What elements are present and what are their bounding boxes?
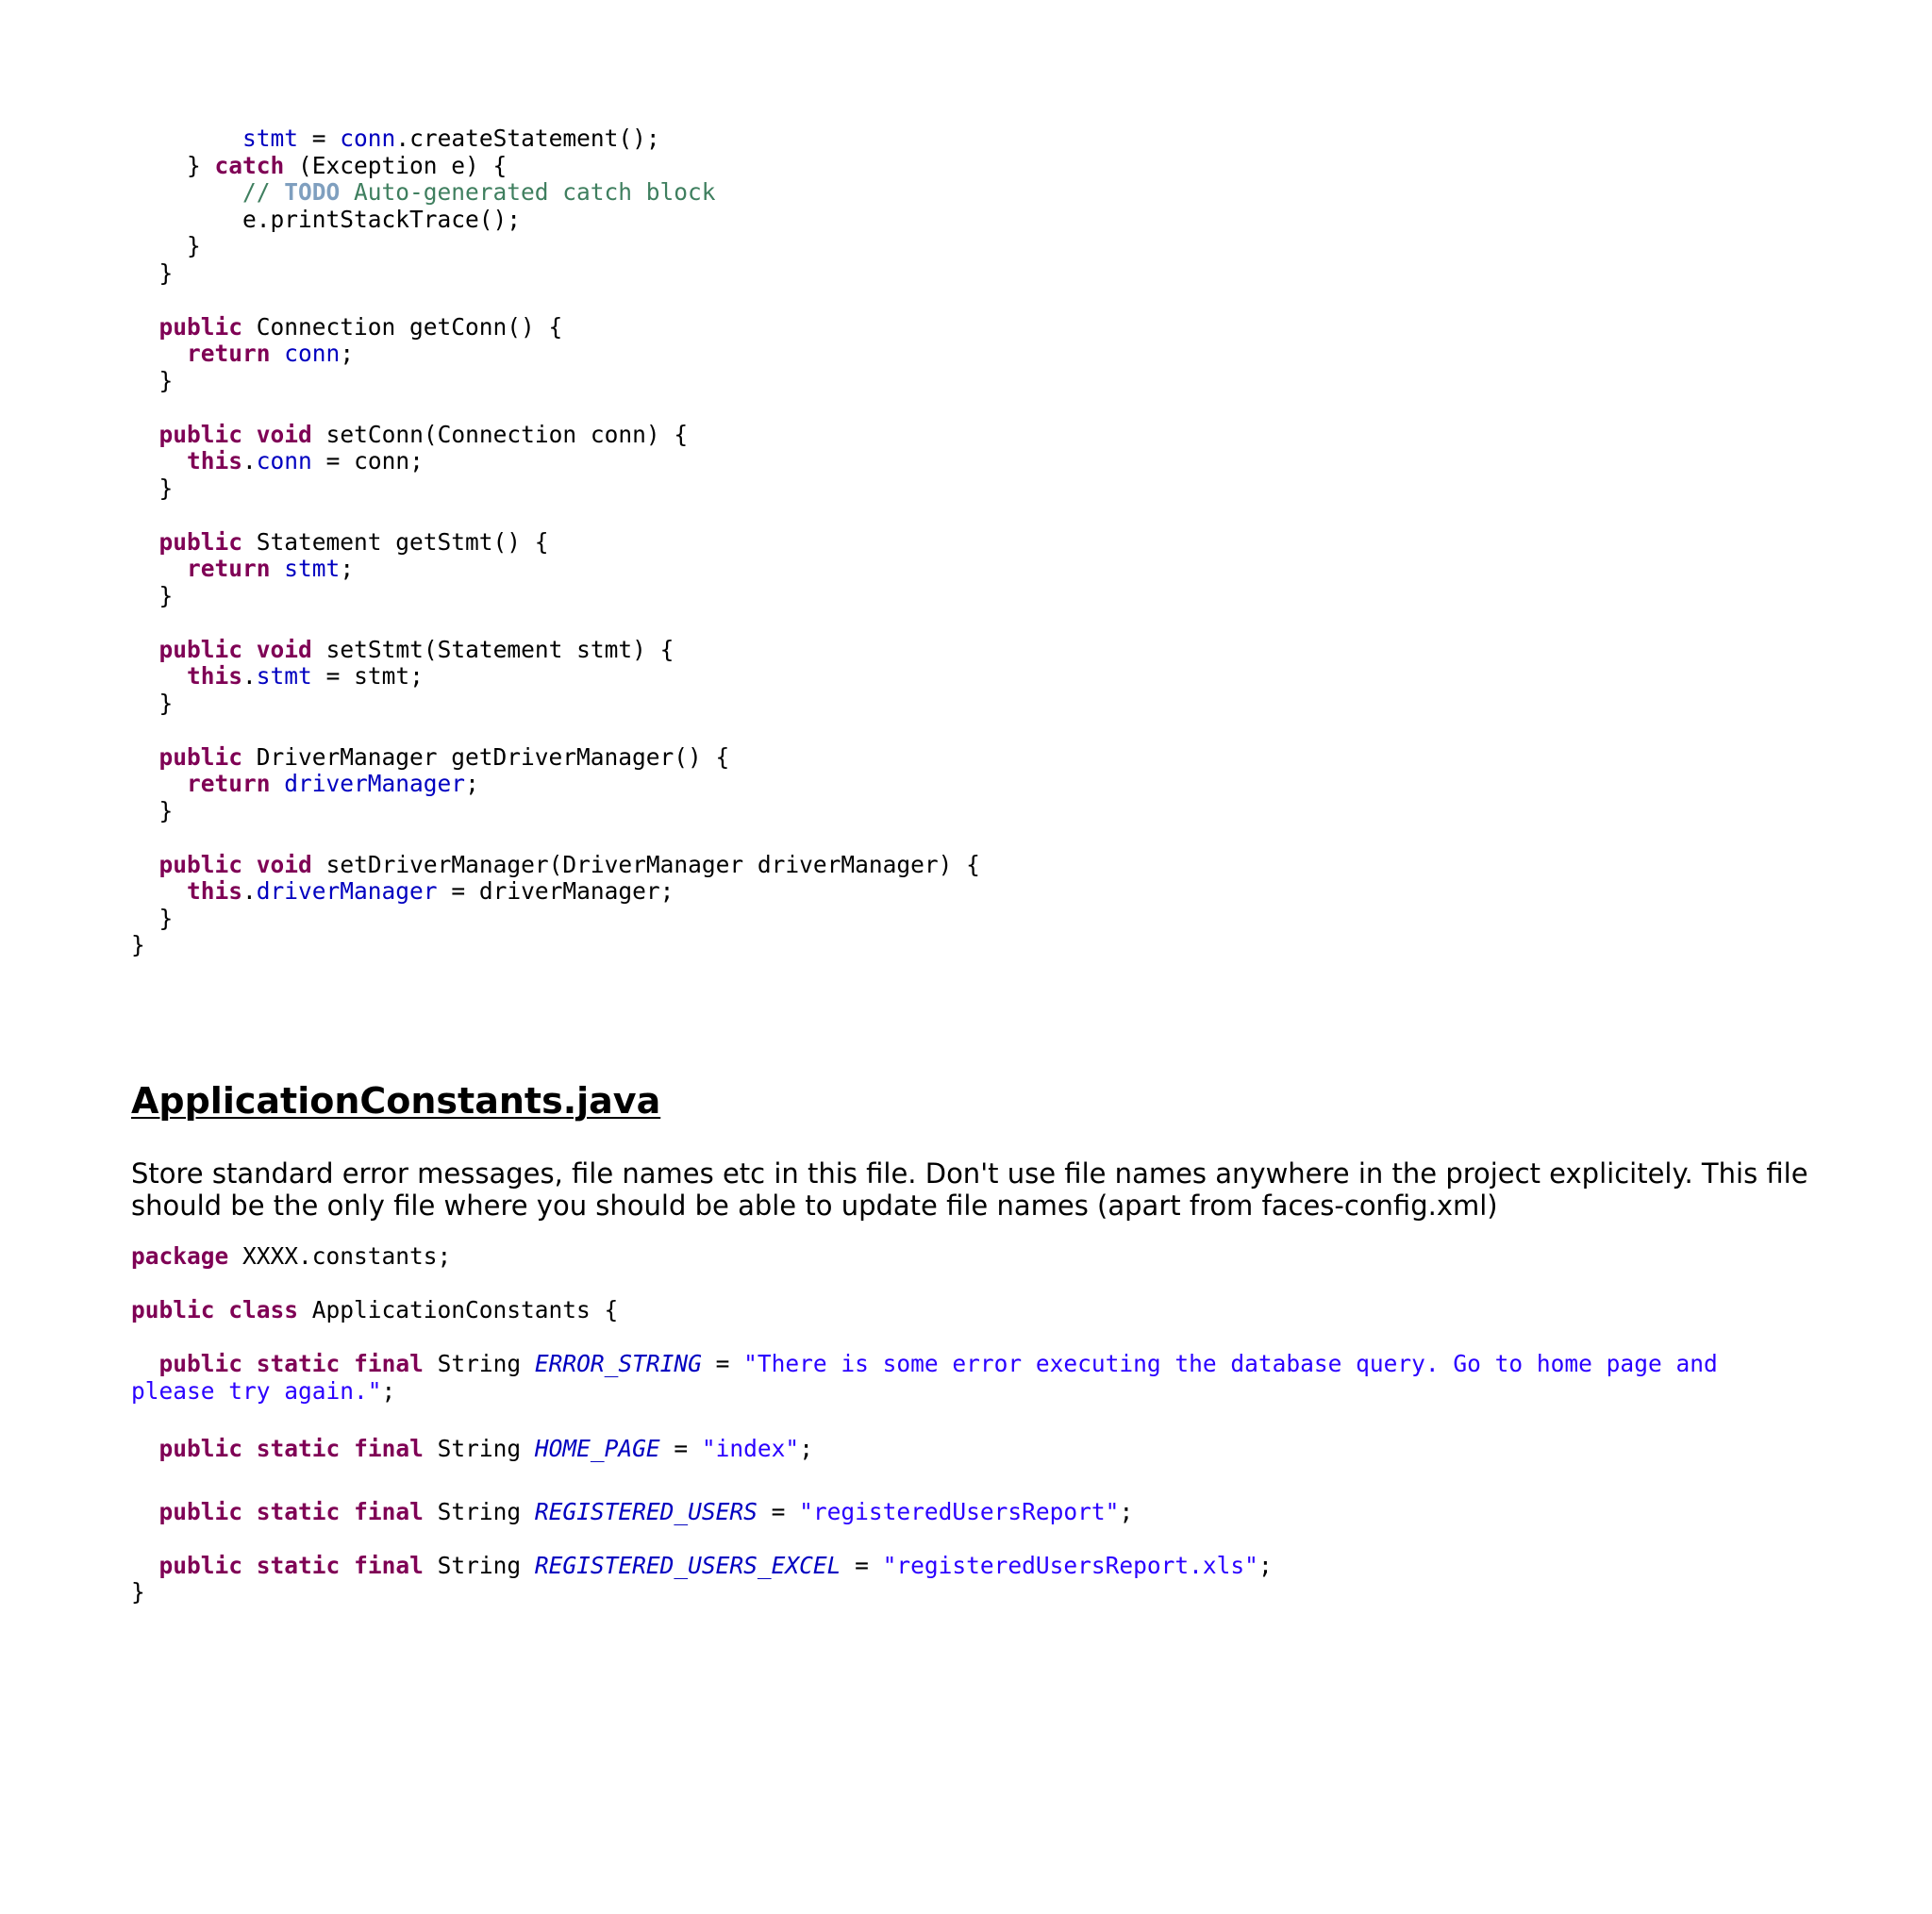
field-ref: conn xyxy=(284,340,341,367)
keyword: void xyxy=(256,420,312,448)
keyword: return xyxy=(187,770,271,797)
constant-name: ERROR_STRING xyxy=(534,1350,702,1377)
constant-home-page: public static final String HOME_PAGE = "index"; xyxy=(158,1435,813,1462)
section-description: Store standard error messages, file names etc in this file. Don't use file names anywhere in the project explicitely. This file should be the only file where you should be able to update file names (apart from faces-config.xml) xyxy=(131,1157,1808,1222)
string-literal: "registeredUsersReport.xls" xyxy=(882,1551,1258,1579)
keyword: this xyxy=(187,662,243,690)
field-ref: stmt xyxy=(242,125,299,152)
constant-name: HOME_PAGE xyxy=(534,1435,660,1462)
keyword: public xyxy=(131,1296,215,1323)
string-literal: please try again." xyxy=(131,1376,382,1405)
field-ref: conn xyxy=(340,125,396,152)
keyword: this xyxy=(187,447,243,474)
constant-registered-users-excel: public static final String REGISTERED_USERS_EXCEL = "registeredUsersReport.xls"; } xyxy=(131,1551,1273,1606)
keyword: void xyxy=(256,635,312,663)
constant-name: REGISTERED_USERS_EXCEL xyxy=(534,1551,841,1579)
keyword: package xyxy=(131,1242,229,1270)
code-block-connection-methods: stmt = conn.createStatement(); } catch (Exception e) { // TODO Auto-generated catch block e.printStackTrace(); } } public Connection getConn() { return conn; } public void setConn(Connection conn) { this.conn = conn; } public Statement getStmt() { return stmt; } public void setStmt(Statement stmt) { this.stmt = stmt; } public DriverManager getDriverManager() { return driverManager; } public void setDriverManager(DriverManager driverManager) { this.driverManager = driverManager; } } xyxy=(131,125,980,958)
class-declaration: public class ApplicationConstants { xyxy=(131,1296,619,1323)
comment: Auto-generated catch block xyxy=(340,178,716,206)
keyword: catch xyxy=(214,151,285,179)
keyword: public xyxy=(158,635,243,663)
field-ref: stmt xyxy=(284,555,341,582)
field-ref: stmt xyxy=(256,662,312,690)
string-literal: "There is some error executing the database query. Go to home page and xyxy=(743,1350,1718,1377)
keyword: return xyxy=(187,555,271,582)
keyword: public xyxy=(158,850,243,878)
keyword: public xyxy=(158,527,243,556)
keyword: public xyxy=(158,742,243,771)
field-ref: conn xyxy=(256,447,312,474)
constant-error-string: public static final String ERROR_STRING = "There is some error executing the database query. Go to home page and please try again."; xyxy=(131,1350,1718,1405)
keyword: this xyxy=(187,877,243,905)
field-ref: driverManager xyxy=(256,877,438,905)
todo-tag: TODO xyxy=(284,178,341,206)
keyword: return xyxy=(187,340,271,367)
keyword: public xyxy=(158,420,243,448)
comment: // xyxy=(242,178,285,206)
document-page xyxy=(131,125,1839,1606)
field-ref: driverManager xyxy=(284,770,466,797)
constant-name: REGISTERED_USERS xyxy=(534,1497,758,1525)
string-literal: "registeredUsersReport" xyxy=(799,1497,1120,1525)
string-literal: "index" xyxy=(701,1435,800,1462)
constant-registered-users: public static final String REGISTERED_USERS = "registeredUsersReport"; xyxy=(158,1497,1134,1525)
section-heading: ApplicationConstants.java xyxy=(131,1080,661,1122)
code-block-application-constants xyxy=(131,1243,1718,1606)
keyword: void xyxy=(256,850,312,878)
package-line: package XXXX.constants; xyxy=(131,1242,452,1270)
keyword: class xyxy=(228,1296,299,1323)
keyword: public xyxy=(158,312,243,341)
closing-brace: } xyxy=(131,1578,145,1606)
